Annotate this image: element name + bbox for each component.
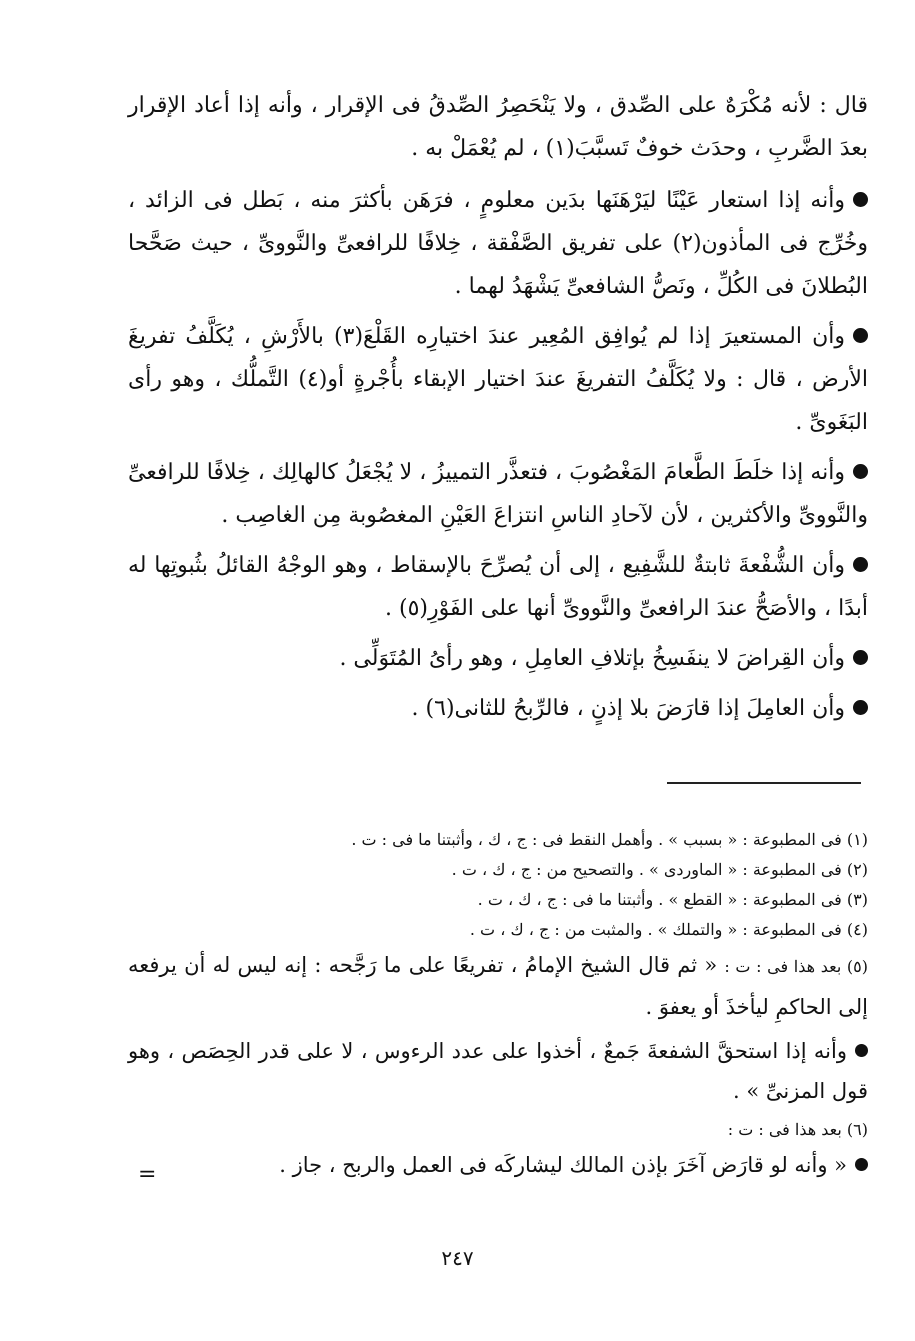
footnote-4: (٤) فى المطبوعة : « والتملك » . والمثبت من : ج ، ك ، ت . xyxy=(469,920,868,939)
paragraph-bullet xyxy=(128,451,868,537)
paragraph-continuation xyxy=(128,84,868,170)
footnote-separator xyxy=(667,782,861,784)
footnote-6-text: « وأنه لو قارَض آخَرَ بإذن المالك ليشاركَه فى العمل والربح ، جاز . xyxy=(279,1153,847,1177)
paragraph-text: وأن القِراضَ لا ينفَسِخُ بإتلافِ العامِلِ ، وهو رأىُ المُتَوَلِّى . xyxy=(339,646,845,671)
bullet-icon xyxy=(853,557,868,572)
footnote-5-bullet-text: وأنه إذا استحقَّ الشفعةَ جَمعٌ ، أخذوا على عدد الرءوس ، لا على قدر الحِصَص ، وهو قول المزنىِّ » . xyxy=(128,1039,868,1103)
bullet-icon xyxy=(855,1044,868,1057)
footnote-2: (٢) فى المطبوعة : « الماوردى » . والتصحيح من : ج ، ك ، ت . xyxy=(451,860,868,879)
bullet-icon xyxy=(853,700,868,715)
paragraph-text: قال : لأنه مُكْرَهٌ على الصِّدق ، ولا يَنْحَصِرُ الصِّدقُ فى الإقرار ، وأنه إذا أعاد الإقرار بعدَ الضَّربِ ، وحدَث خوفٌ تَسبَّبَ(١) ، لم يُعْمَلْ به . xyxy=(128,93,868,161)
paragraph-bullet xyxy=(128,687,868,730)
footnote-5-label: (٥) بعد هذا فى : ت : xyxy=(724,957,868,976)
footnote-1: (١) فى المطبوعة : « بسبب » . وأهمل النقط فى : ج ، ك ، وأثبتنا ما فى : ت . xyxy=(351,830,868,849)
footnote-5 xyxy=(128,945,868,1027)
bullet-icon xyxy=(853,464,868,479)
paragraph-bullet xyxy=(128,544,868,630)
bullet-icon xyxy=(853,192,868,207)
paragraph-text: وأن الشُّفْعةَ ثابتةٌ للشَّفِيع ، إلى أن يُصرِّحَ بالإسقاط ، وهو الوجْهُ القائلُ بثُبوتِها له أبدًا ، والأصَحُّ عندَ الرافعىِّ والنَّووىِّ أنها على الفَوْرِ(٥) . xyxy=(128,553,868,621)
bullet-icon xyxy=(855,1158,868,1171)
footnote-6 xyxy=(128,1145,868,1185)
paragraph-text: وأن العامِلَ إذا قارَضَ بلا إذنٍ ، فالرِّبحُ للثانى(٦) . xyxy=(411,696,845,721)
paragraph-text: وأن المستعيرَ إذا لم يُوافِق المُعِير عندَ اختيارِه القَلْعَ(٣) بالأَرْشِ ، يُكَلَّفُ تفريغَ الأرض ، قال : ولا يُكَلَّفُ التفريغَ عندَ اختيار الإبقاء بأُجْرةٍ أو(٤) التَّملُّك ، وهو رأى البَغَوىِّ . xyxy=(128,324,868,435)
paragraph-text: وأنه إذا استعار عَيْنًا ليَرْهَنَها بدَين معلومٍ ، فرَهَن بأكثرَ منه ، بَطل فى الزائد ، وخُرِّج فى المأذون(٢) على تفريق الصَّفْقة ، خِلافًا للرافعىِّ والنَّووىِّ ، حيث صَحَّحا البُطلانَ فى الكُلِّ ، ونَصُّ الشافعىِّ يَشْهَدُ لهما . xyxy=(128,188,868,299)
footnote-5-text: « ثم قال الشيخ الإمامُ ، تفريعًا على ما رَجَّحه : إنه ليس له أن يرفعه إلى الحاكمِ ليأخذَ أو يعفوَ . xyxy=(128,953,868,1019)
footnotes xyxy=(128,825,868,1189)
paragraph-bullet xyxy=(128,315,868,444)
bullet-icon xyxy=(853,328,868,343)
page-number: ٢٤٧ xyxy=(441,1246,474,1270)
main-text xyxy=(128,84,868,737)
footnote-5-bullet xyxy=(128,1031,868,1111)
footnote-6-label: (٦) بعد هذا فى : ت : xyxy=(727,1120,868,1139)
footnote-3: (٣) فى المطبوعة : « القطع » . وأثبتنا ما فى : ج ، ك ، ت . xyxy=(477,890,868,909)
paragraph-bullet xyxy=(128,637,868,680)
paragraph-bullet xyxy=(128,179,868,308)
bullet-icon xyxy=(853,650,868,665)
continuation-mark: = xyxy=(138,1162,157,1187)
paragraph-text: وأنه إذا خلَطَ الطَّعامَ المَغْصُوبَ ، فتعذَّر التمييزُ ، لا يُجْعَلُ كالهالِك ، خِلافًا للرافعىِّ والنَّووىِّ والأكثرين ، لأن لآحادِ الناسِ انتزاعَ العَيْنِ المغصُوبة مِن الغاصِب . xyxy=(128,460,868,528)
